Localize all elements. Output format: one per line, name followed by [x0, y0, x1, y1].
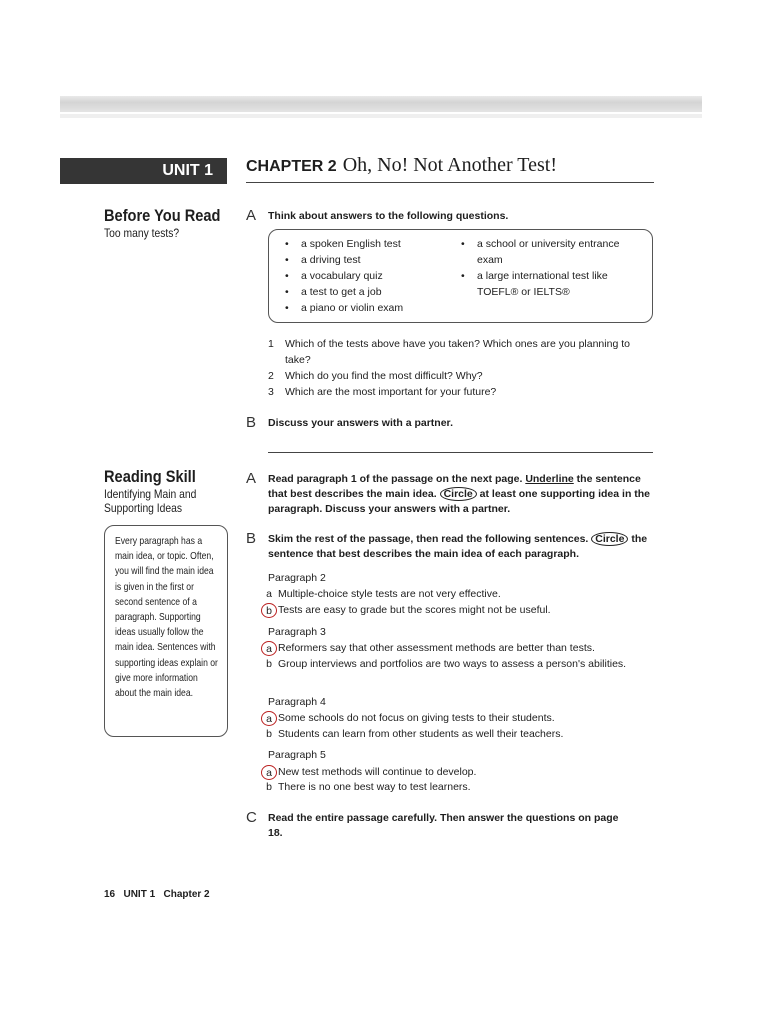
unit-label: UNIT 1 — [162, 162, 213, 179]
footer-chapter: Chapter 2 — [163, 889, 210, 900]
list-item: • a test to get a job — [285, 286, 382, 298]
list-item: • a spoken English test — [285, 238, 401, 250]
before-you-read-heading: Before You Read — [104, 206, 221, 225]
rs-part-b-instruction: Skim the rest of the passage, then read the following sentences. Circle the sentence that best describes the main idea of each paragraph. — [268, 533, 648, 560]
rs-part-b-letter: B — [246, 530, 257, 547]
chapter-title: Oh, No! Not Another Test! — [342, 154, 558, 176]
rs-part-c-letter: C — [246, 809, 257, 826]
option-row: b Group interviews and portfolios are two ways to assess a person's abilities. — [266, 658, 627, 670]
chapter-heading — [246, 154, 654, 183]
paragraph-2-title: Paragraph 2 — [268, 572, 326, 584]
before-you-read-subheading: Too many tests? — [104, 226, 180, 240]
answer-circle: b — [261, 603, 277, 618]
rs-part-c-instruction: Read the entire passage carefully. Then answer the questions on page 18. — [268, 812, 619, 839]
option-row: a Multiple-choice style tests are not very effective. — [266, 588, 501, 600]
test-list-right — [457, 236, 642, 300]
list-item: • a driving test — [285, 254, 361, 266]
paragraph-3-title: Paragraph 3 — [268, 626, 326, 638]
reading-skill-heading: Reading Skill — [104, 467, 196, 486]
answer-circle: a — [261, 711, 277, 726]
test-list-left — [281, 236, 451, 316]
page-footer — [104, 889, 210, 900]
page-number: 16 — [104, 889, 116, 900]
part-a-letter: A — [246, 207, 257, 224]
scan-shadow-strip — [60, 96, 702, 112]
paragraph-4-title: Paragraph 4 — [268, 696, 326, 708]
list-item: • a school or university entrance exam — [461, 238, 620, 266]
option-row: b Tests are easy to grade but the scores might not be useful. — [260, 603, 551, 619]
answer-circle: a — [261, 641, 277, 656]
answer-circle: a — [261, 765, 277, 780]
question-list — [268, 336, 653, 400]
circle-word: Circle — [440, 487, 477, 501]
circle-word: Circle — [591, 532, 628, 546]
chapter-label: CHAPTER 2 — [246, 158, 337, 175]
reading-skill-subheading-line1: Identifying Main and — [104, 487, 197, 501]
part-b-instruction: Discuss your answers with a partner. — [268, 417, 453, 429]
question-item: 1 Which of the tests above have you taken? Which ones are you planning to take? — [268, 338, 630, 366]
list-item: • a large international test like TOEFL® or IELTS® — [461, 270, 608, 298]
unit-banner — [60, 158, 227, 184]
option-row: a New test methods will continue to develop. — [260, 765, 476, 781]
underline-word: Underline — [525, 473, 574, 485]
option-row: a Reformers say that other assessment methods are better than tests. — [260, 641, 595, 657]
paragraph-5-title: Paragraph 5 — [268, 749, 326, 761]
reading-skill-tip-box — [104, 525, 228, 737]
rs-part-a-letter: A — [246, 470, 257, 487]
question-item: 3 Which are the most important for your future? — [268, 386, 497, 398]
section-divider — [268, 452, 653, 453]
reading-skill-subheading-line2: Supporting Ideas — [104, 501, 183, 515]
test-types-box — [268, 229, 653, 323]
rs-part-a-instruction: Read paragraph 1 of the passage on the next page. Underline the sentence that best describes the main idea. Circle at least one supporting idea in the paragraph. Discuss your answers with a partner. — [268, 473, 651, 515]
part-b-letter: B — [246, 414, 257, 431]
scan-shadow-strip-lower — [60, 114, 702, 118]
footer-unit: UNIT 1 — [123, 889, 156, 900]
part-a-instruction: Think about answers to the following questions. — [268, 210, 509, 222]
tip-text: Every paragraph has a main idea, or topic. Often, you will find the main idea is given in the first or second sentence of a paragraph. Supporting ideas usually follow the main idea. Sentences with supporting ideas explain or give more information about the main idea. — [115, 535, 218, 700]
option-row: b There is no one best way to test learners. — [266, 781, 471, 793]
list-item: • a vocabulary quiz — [285, 270, 383, 282]
question-item: 2 Which do you find the most difficult? Why? — [268, 370, 483, 382]
list-item: • a piano or violin exam — [285, 302, 404, 314]
option-row: b Students can learn from other students as well their teachers. — [266, 728, 564, 740]
option-row: a Some schools do not focus on giving tests to their students. — [260, 711, 555, 727]
